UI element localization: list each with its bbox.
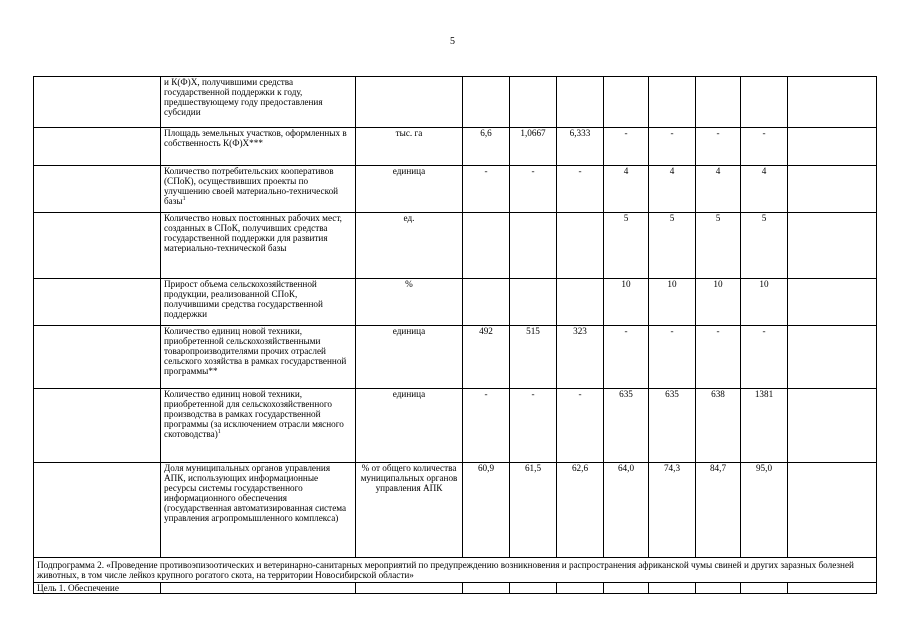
value-cell: 4	[604, 166, 649, 213]
group-cell	[34, 166, 161, 213]
value-cell	[557, 279, 604, 326]
value-cell: 10	[696, 279, 741, 326]
value-cell	[696, 77, 741, 128]
unit-cell: %	[356, 279, 463, 326]
table-row	[34, 326, 877, 389]
empty-cell	[741, 583, 788, 594]
indicator-name: и К(Ф)Х, получившими средства государственной поддержки к году, предшествующему году предоставления субсидии	[161, 77, 356, 128]
empty-cell	[788, 389, 877, 463]
empty-cell	[788, 279, 877, 326]
value-cell	[463, 77, 510, 128]
table-row	[34, 279, 877, 326]
subprogram-row	[34, 558, 877, 583]
group-cell	[34, 77, 161, 128]
page-number: 5	[450, 36, 455, 47]
goal-cell: Цель 1. Обеспечение	[34, 583, 161, 594]
value-cell	[463, 213, 510, 279]
goal-row	[34, 583, 877, 594]
indicator-name: Прирост объема сельскохозяйственной продукции, реализованной СПоК, получившими средства государственной поддержки	[161, 279, 356, 326]
value-cell: 4	[696, 166, 741, 213]
value-cell: 10	[649, 279, 696, 326]
value-cell: 5	[604, 213, 649, 279]
value-cell	[510, 213, 557, 279]
value-cell: 62,6	[557, 463, 604, 558]
empty-cell	[788, 463, 877, 558]
value-cell: 635	[649, 389, 696, 463]
value-cell: 84,7	[696, 463, 741, 558]
table-row	[34, 128, 877, 166]
empty-cell	[788, 326, 877, 389]
value-cell: -	[741, 326, 788, 389]
group-cell	[34, 389, 161, 463]
unit-cell: единица	[356, 389, 463, 463]
value-cell: -	[649, 326, 696, 389]
group-cell	[34, 213, 161, 279]
empty-cell	[788, 583, 877, 594]
table-row	[34, 389, 877, 463]
value-cell: -	[604, 326, 649, 389]
unit-cell: ед.	[356, 213, 463, 279]
table-row	[34, 77, 877, 128]
value-cell: 5	[741, 213, 788, 279]
subprogram-title: Подпрограмма 2. «Проведение противоэпизоотических и ветеринарно-санитарных мероприятий по предупреждению возникновения и распространения африканской чумы свиней и других заразных болезней животных, в том числе лейкоз крупного рогатого скота, на территории Новосибирской области»	[34, 558, 877, 583]
indicator-name: Количество единиц новой техники, приобретенной для сельскохозяйственного производства в рамках государственной программы (за исключением отрасли мясного скотоводства)$^1$	[161, 389, 356, 463]
indicator-name: Доля муниципальных органов управления АПК, использующих информационные ресурсы системы государственного информационного обеспечения (государственная автоматизированная система управления агропромышленного комплекса)	[161, 463, 356, 558]
empty-cell	[161, 583, 356, 594]
value-cell: 1,0667	[510, 128, 557, 166]
value-cell: -	[510, 389, 557, 463]
table-row	[34, 463, 877, 558]
indicator-name: Количество потребительских кооперативов (СПоК), осуществивших проекты по улучшению своей материально-технической базы$^1$	[161, 166, 356, 213]
table-row	[34, 166, 877, 213]
value-cell: 4	[649, 166, 696, 213]
empty-cell	[649, 583, 696, 594]
value-cell: 635	[604, 389, 649, 463]
value-cell: -	[463, 389, 510, 463]
value-cell: -	[649, 128, 696, 166]
indicator-name: Площадь земельных участков, оформленных в собственность К(Ф)Х***	[161, 128, 356, 166]
value-cell: 64,0	[604, 463, 649, 558]
empty-cell	[604, 583, 649, 594]
empty-cell	[510, 583, 557, 594]
empty-cell	[788, 77, 877, 128]
value-cell: 60,9	[463, 463, 510, 558]
value-cell	[510, 77, 557, 128]
value-cell	[463, 279, 510, 326]
value-cell	[741, 77, 788, 128]
value-cell: -	[696, 326, 741, 389]
unit-cell: тыс. га	[356, 128, 463, 166]
value-cell: -	[696, 128, 741, 166]
value-cell	[510, 279, 557, 326]
unit-cell: единица	[356, 166, 463, 213]
value-cell: 1381	[741, 389, 788, 463]
empty-cell	[696, 583, 741, 594]
value-cell	[557, 213, 604, 279]
value-cell: 492	[463, 326, 510, 389]
value-cell: 4	[741, 166, 788, 213]
value-cell: -	[604, 128, 649, 166]
empty-cell	[788, 128, 877, 166]
value-cell: 323	[557, 326, 604, 389]
value-cell: 10	[741, 279, 788, 326]
value-cell	[557, 77, 604, 128]
value-cell: -	[463, 166, 510, 213]
footnote-marker: 1	[217, 429, 221, 436]
value-cell	[649, 77, 696, 128]
value-cell: -	[510, 166, 557, 213]
value-cell: -	[741, 128, 788, 166]
value-cell: 10	[604, 279, 649, 326]
empty-cell	[788, 166, 877, 213]
group-cell	[34, 463, 161, 558]
indicators-table	[33, 76, 877, 594]
value-cell: 515	[510, 326, 557, 389]
indicator-name: Количество единиц новой техники, приобретенной сельскохозяйственными товаропроизводителями прочих отраслей сельского хозяйства в рамках государственной программы**	[161, 326, 356, 389]
table-row	[34, 213, 877, 279]
empty-cell	[788, 213, 877, 279]
value-cell: 5	[696, 213, 741, 279]
empty-cell	[463, 583, 510, 594]
value-cell: 61,5	[510, 463, 557, 558]
value-cell: 6,333	[557, 128, 604, 166]
unit-cell	[356, 77, 463, 128]
footnote-marker: 1	[182, 196, 186, 203]
group-cell	[34, 326, 161, 389]
value-cell: 6,6	[463, 128, 510, 166]
value-cell	[604, 77, 649, 128]
value-cell: 638	[696, 389, 741, 463]
value-cell: 95,0	[741, 463, 788, 558]
empty-cell	[557, 583, 604, 594]
group-cell	[34, 128, 161, 166]
group-cell	[34, 279, 161, 326]
indicator-name: Количество новых постоянных рабочих мест, созданных в СПоК, получивших средства государственной поддержки для развития материально-технической базы	[161, 213, 356, 279]
value-cell: -	[557, 389, 604, 463]
unit-cell: единица	[356, 326, 463, 389]
value-cell: 5	[649, 213, 696, 279]
value-cell: -	[557, 166, 604, 213]
empty-cell	[356, 583, 463, 594]
value-cell: 74,3	[649, 463, 696, 558]
unit-cell: % от общего количества муниципальных органов управления АПК	[356, 463, 463, 558]
